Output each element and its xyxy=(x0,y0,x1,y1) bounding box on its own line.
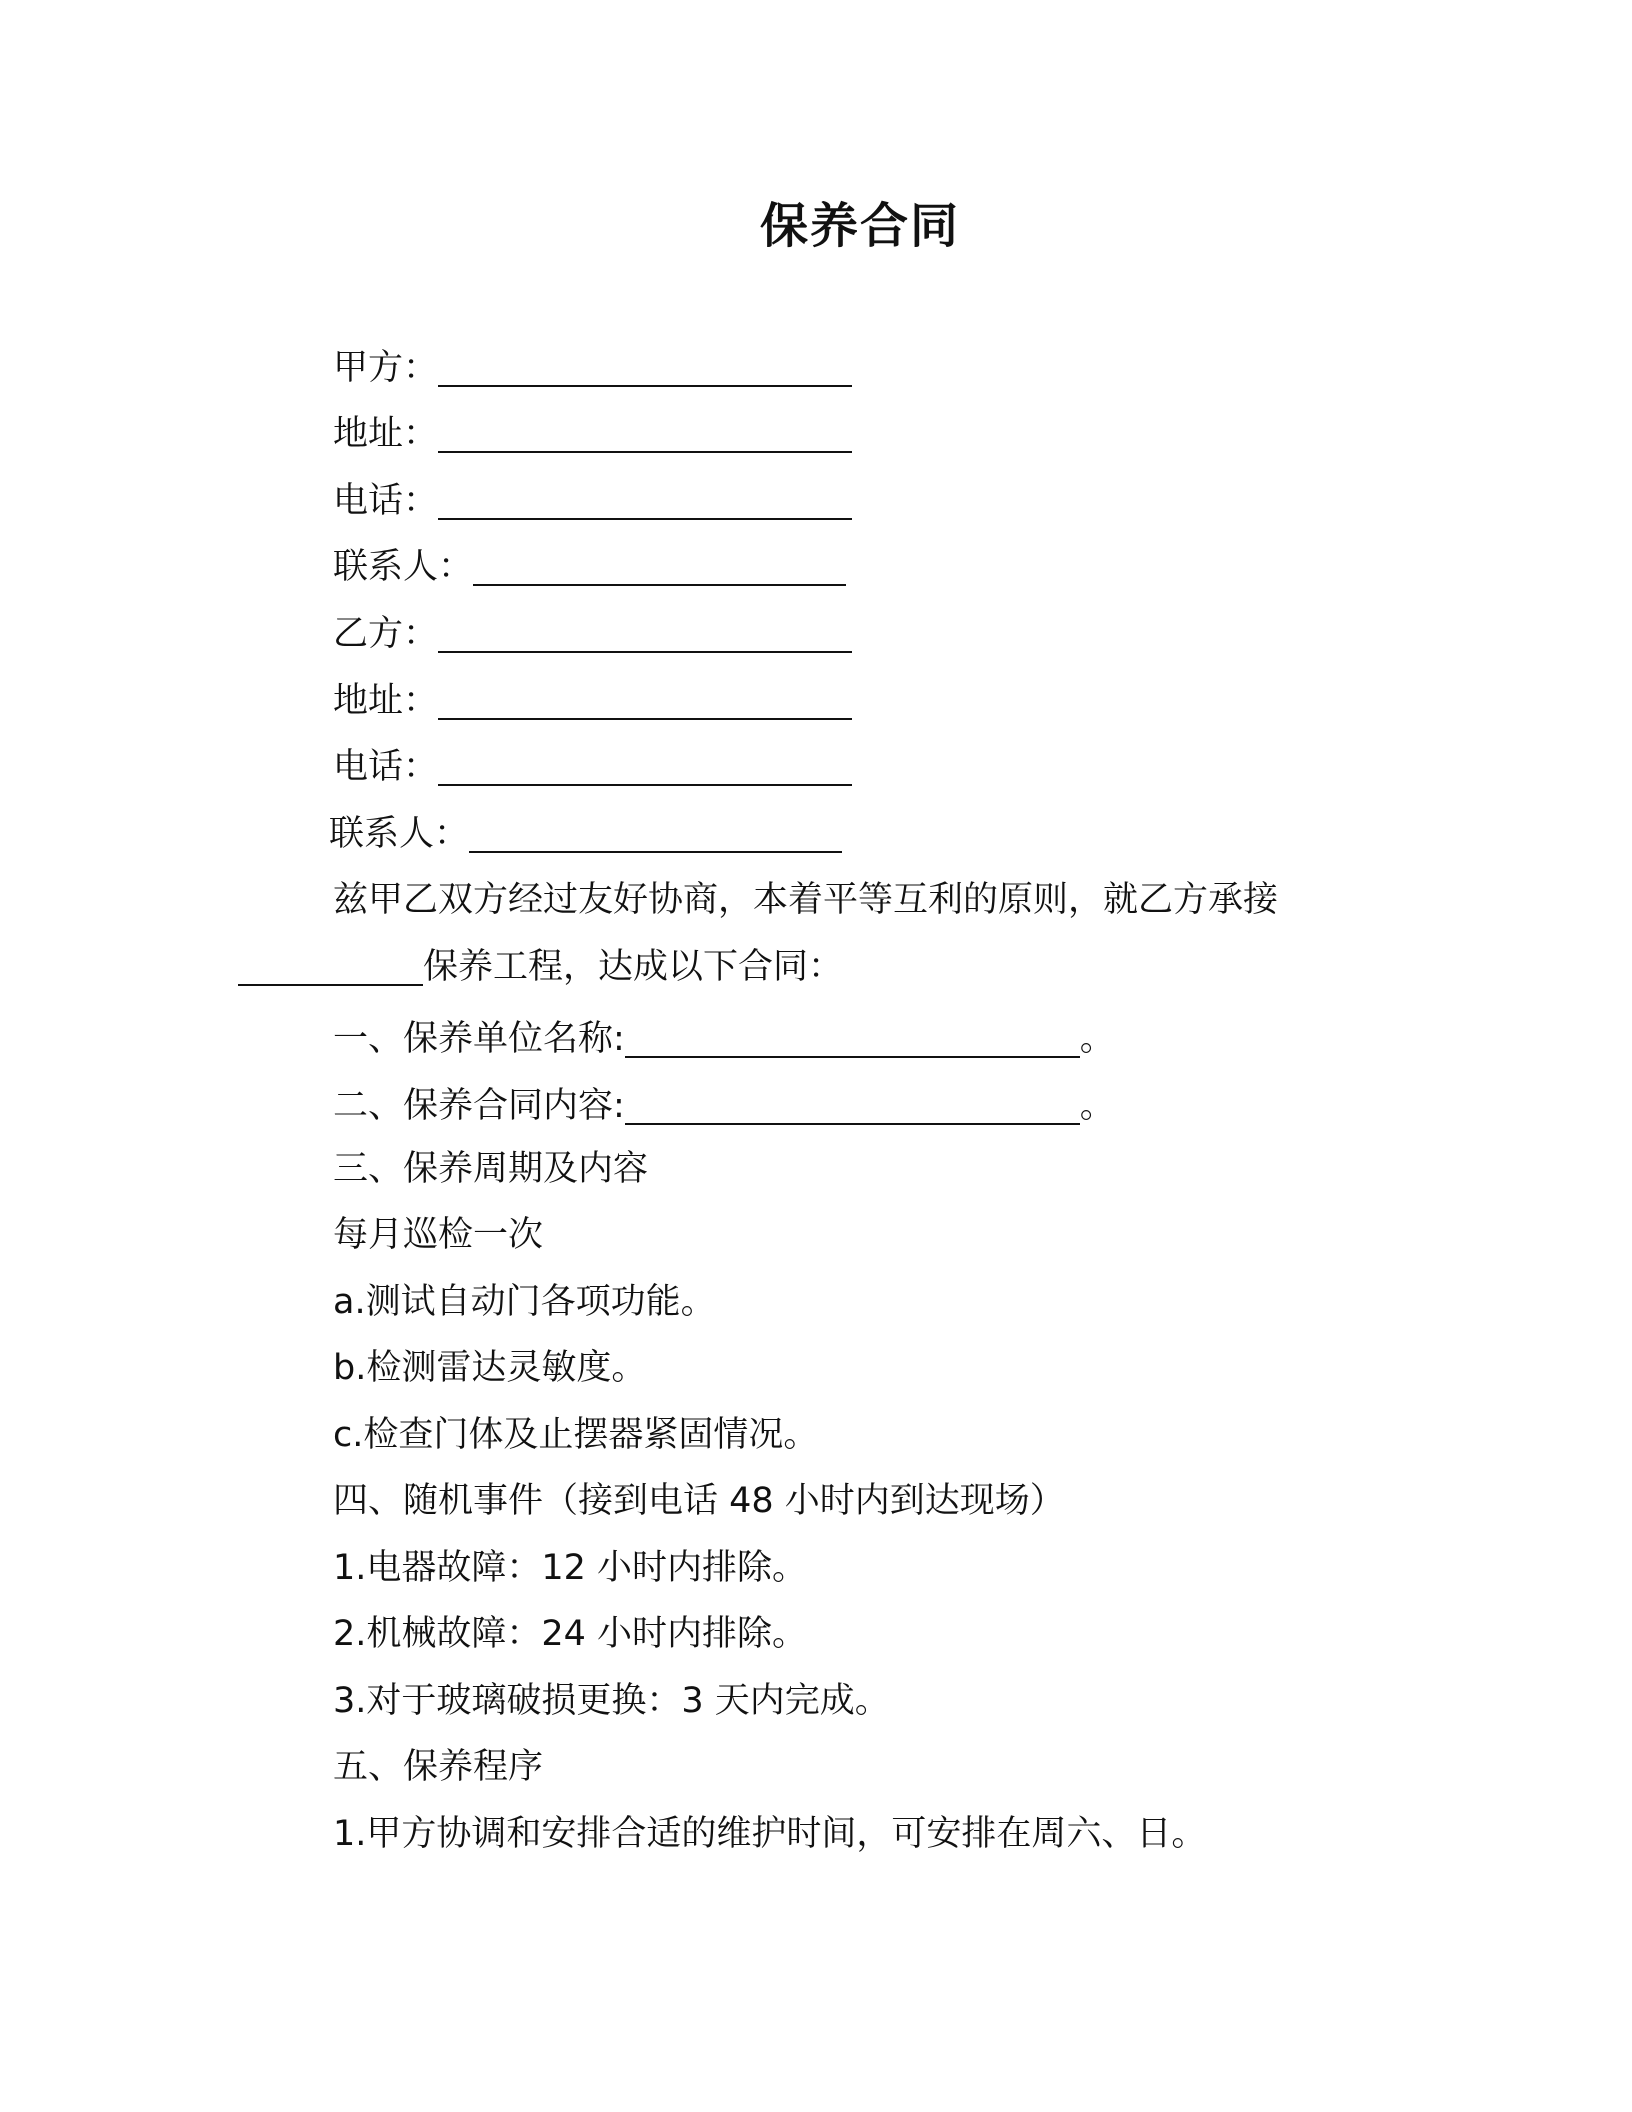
item-4-2: 2.机械故障：24 小时内排除。 xyxy=(333,1614,808,1654)
section-4-heading: 四、随机事件（接到电话 48 小时内到达现场） xyxy=(333,1481,1065,1521)
section-1-label: 一、保养单位名称: xyxy=(333,1019,625,1059)
party-b-address-blank[interactable] xyxy=(438,682,852,720)
intro-line-2-row xyxy=(238,943,843,991)
party-b-address-row xyxy=(333,677,852,725)
item-a: a.测试自动门各项功能。 xyxy=(333,1282,716,1322)
party-a-name-row xyxy=(333,344,852,392)
party-b-address-label: 地址： xyxy=(333,681,439,721)
party-a-phone-row xyxy=(333,477,852,525)
section-2-blank[interactable] xyxy=(625,1087,1080,1125)
party-b-name-label: 乙方： xyxy=(333,614,439,654)
party-a-address-blank[interactable] xyxy=(438,415,852,453)
section-2-row xyxy=(333,1082,1115,1130)
section-1-end: 。 xyxy=(1079,1019,1115,1059)
party-b-contact-row xyxy=(329,810,842,858)
party-a-contact-row xyxy=(333,543,846,591)
section-5-heading: 五、保养程序 xyxy=(333,1747,544,1787)
item-b: b.检测雷达灵敏度。 xyxy=(333,1348,647,1388)
party-a-contact-label: 联系人： xyxy=(333,547,474,587)
project-name-blank[interactable] xyxy=(238,948,423,986)
party-b-name-row xyxy=(333,610,852,658)
section-3-heading: 三、保养周期及内容 xyxy=(333,1149,649,1189)
party-a-phone-label: 电话： xyxy=(333,481,439,521)
party-a-contact-blank[interactable] xyxy=(473,548,846,586)
party-b-contact-blank[interactable] xyxy=(469,815,842,853)
party-a-phone-blank[interactable] xyxy=(438,482,852,520)
intro-line-2: 保养工程，达成以下合同： xyxy=(423,947,844,987)
party-a-address-row xyxy=(333,410,852,458)
section-2-end: 。 xyxy=(1079,1086,1115,1126)
section-1-blank[interactable] xyxy=(625,1020,1080,1058)
party-b-phone-blank[interactable] xyxy=(438,748,852,786)
party-b-phone-label: 电话： xyxy=(333,747,439,787)
monthly-inspection: 每月巡检一次 xyxy=(333,1215,544,1255)
party-b-contact-label: 联系人： xyxy=(329,814,470,854)
party-a-name-blank[interactable] xyxy=(438,349,852,387)
section-1-row xyxy=(333,1015,1115,1063)
intro-line-1: 兹甲乙双方经过友好协商，本着平等互利的原则，就乙方承接 xyxy=(333,880,1279,920)
document-title: 保养合同 xyxy=(759,198,960,254)
party-b-name-blank[interactable] xyxy=(438,615,852,653)
item-4-3: 3.对于玻璃破损更换：3 天内完成。 xyxy=(333,1681,890,1721)
party-a-address-label: 地址： xyxy=(333,414,439,454)
item-5-1: 1.甲方协调和安排合适的维护时间，可安排在周六、日。 xyxy=(333,1814,1207,1854)
party-a-name-label: 甲方： xyxy=(333,348,439,388)
section-2-label: 二、保养合同内容: xyxy=(333,1086,625,1126)
party-b-phone-row xyxy=(333,743,852,791)
item-4-1: 1.电器故障：12 小时内排除。 xyxy=(333,1548,808,1588)
item-c: c.检查门体及止摆器紧固情况。 xyxy=(333,1415,819,1455)
